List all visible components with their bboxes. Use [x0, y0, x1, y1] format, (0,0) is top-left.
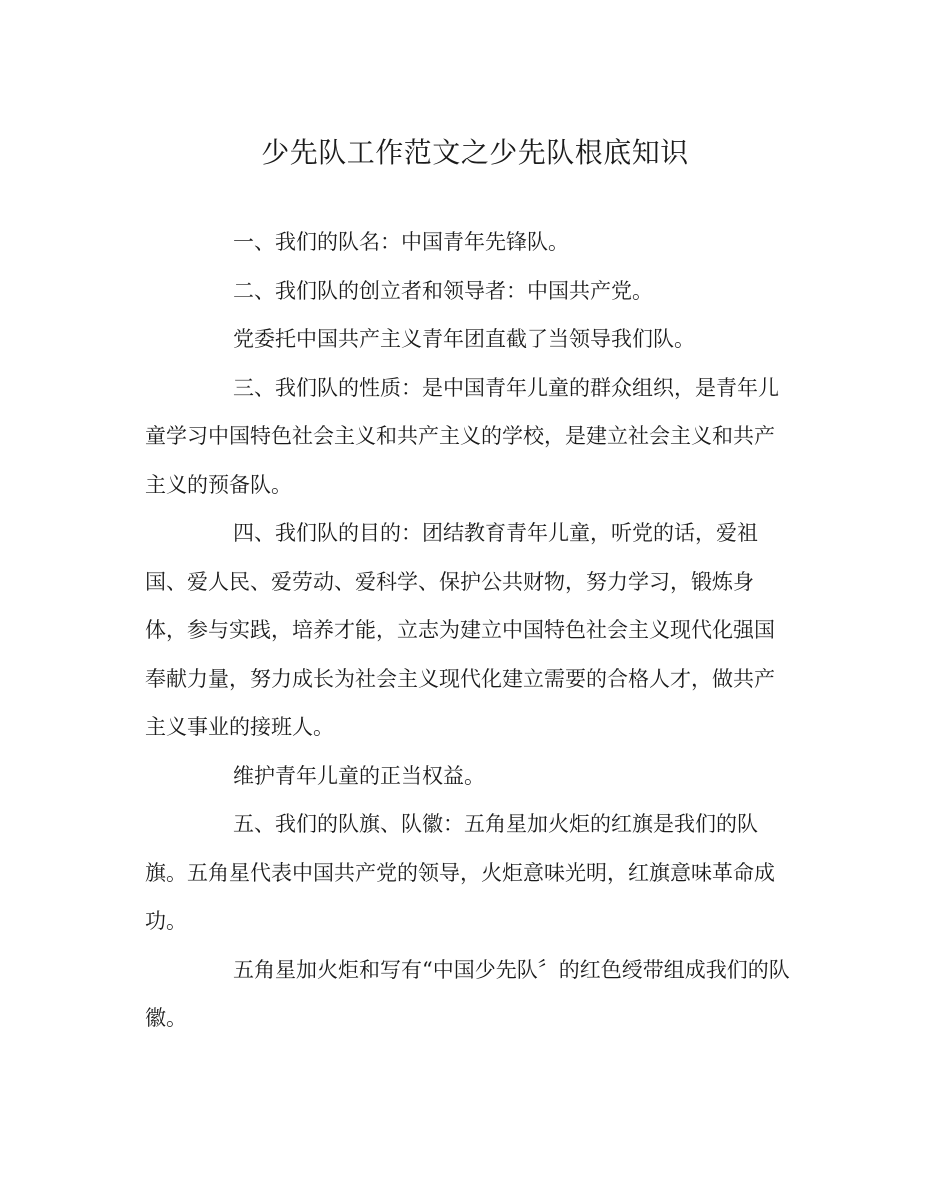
body-line: 四、我们队的目的：团结教育青年儿童，听党的话，爱祖: [233, 521, 758, 545]
body-line: 三、我们队的性质：是中国青年儿童的群众组织，是青年儿: [233, 375, 779, 400]
body-line: 奉献力量，努力成长为社会主义现代化建立需要的合格人才，做共产: [145, 666, 775, 691]
body-line: 党委托中国共产主义青年团直截了当领导我们队。: [233, 327, 695, 351]
body-line: 童学习中国特色社会主义和共产主义的学校，是建立社会主义和共产: [145, 424, 775, 448]
body-line: 一、我们的队名：中国青年先锋队。: [233, 230, 569, 254]
body-line: 体，参与实践，培养才能，立志为建立中国特色社会主义现代化强国: [145, 618, 775, 642]
body-line: 二、我们队的创立者和领导者：中国共产党。: [233, 278, 653, 303]
body-line: 五角星加火炬和写有“中国少先队〞的红色绶带组成我们的队: [233, 957, 790, 982]
body-line: 主义事业的接班人。: [145, 715, 334, 739]
document-body: [145, 218, 810, 1043]
body-line: 旗。五角星代表中国共产党的领导，火炬意味光明，红旗意味革命成: [145, 860, 775, 885]
body-line: 国、爱人民、爱劳动、爱科学、保护公共财物，努力学习，锻炼身: [145, 569, 754, 594]
body-line: 维护青年儿童的正当权益。: [233, 763, 485, 788]
body-line: 徽。: [145, 1006, 187, 1030]
document-title: 少先队工作范文之少先队根底知识: [261, 136, 689, 169]
body-line: 功。: [145, 909, 187, 933]
body-line: 主义的预备队。: [145, 472, 292, 497]
body-line: 五、我们的队旗、队徽：五角星加火炬的红旗是我们的队: [233, 812, 758, 836]
